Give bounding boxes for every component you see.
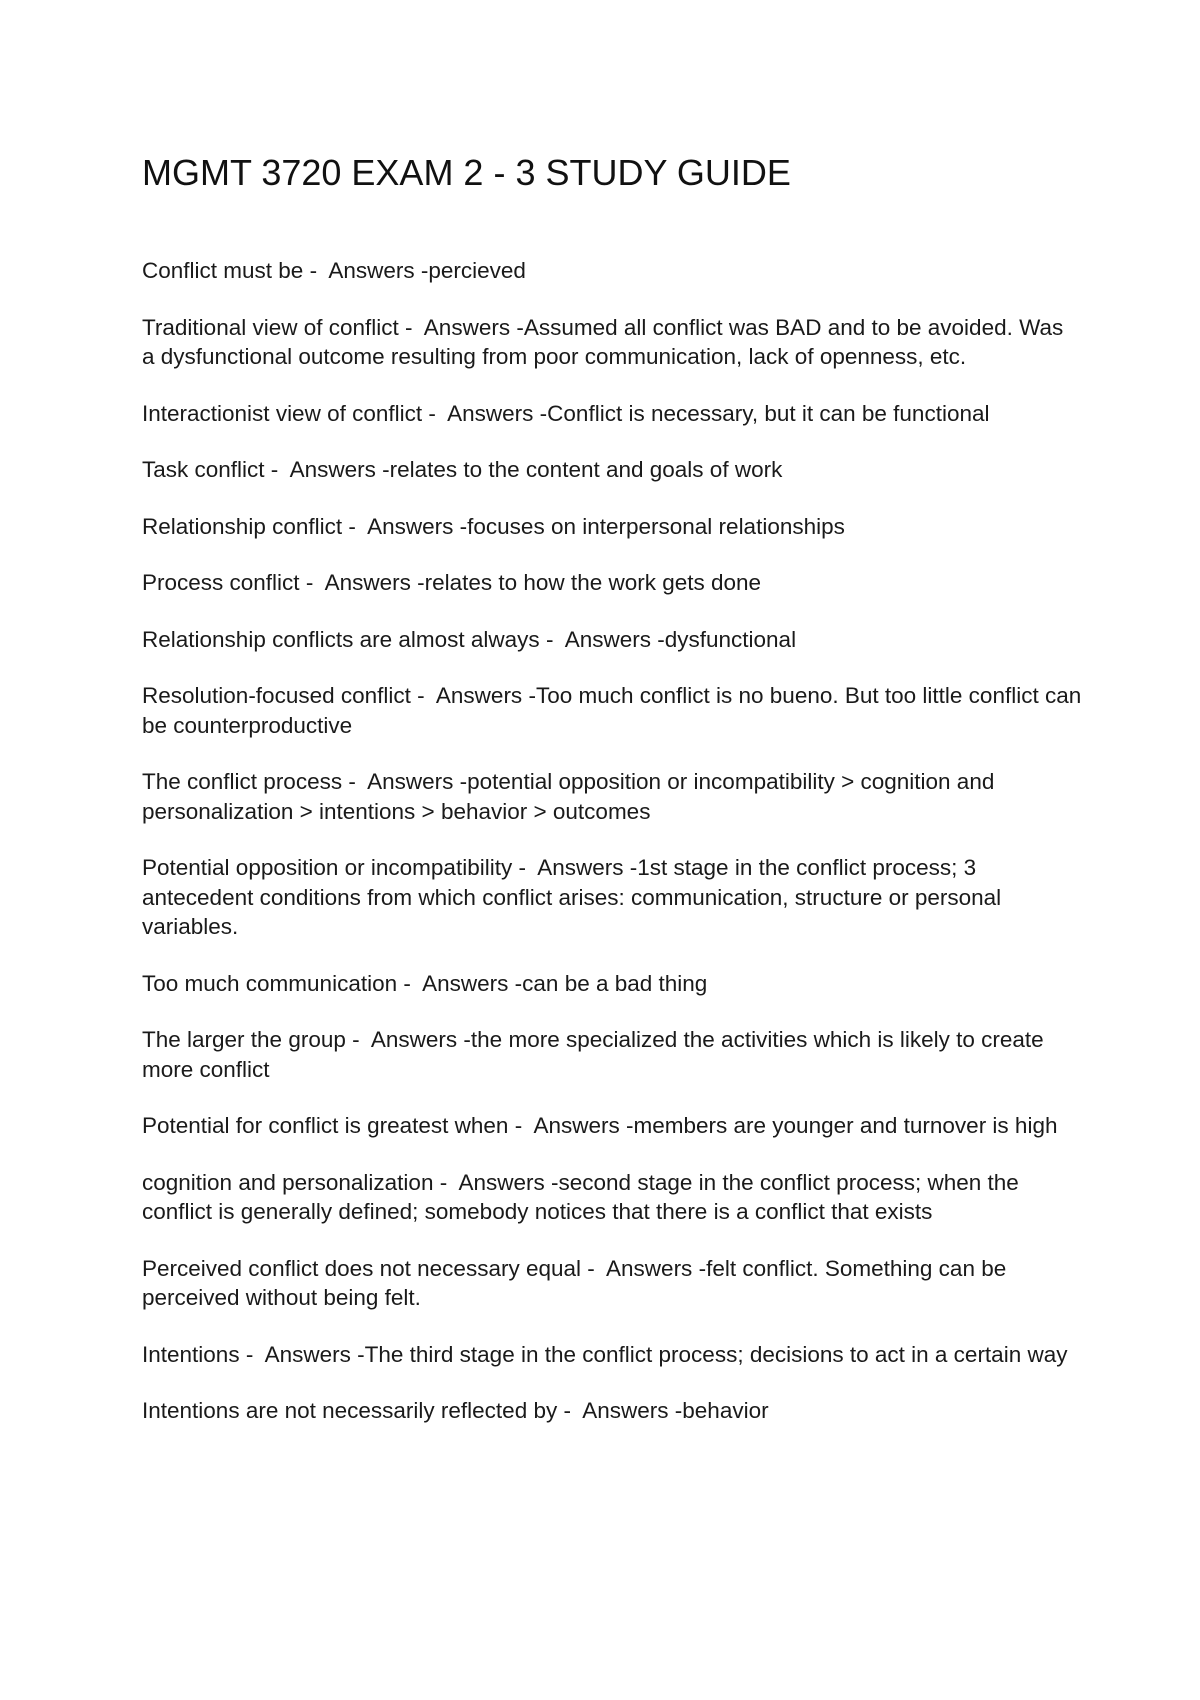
list-item (142, 853, 1082, 942)
term: Traditional view of conflict - (142, 315, 424, 340)
answer-prefix: Answers - (371, 1027, 471, 1052)
answer-prefix: Answers - (436, 683, 536, 708)
term: Task conflict - (142, 457, 290, 482)
answer: can be a bad thing (522, 970, 708, 996)
answer-prefix: Answers - (265, 1342, 365, 1367)
answer: dysfunctional (664, 626, 797, 652)
term: cognition and personalization - (142, 1170, 458, 1195)
term: Relationship conflicts are almost always - (142, 627, 565, 652)
answer-prefix: Answers - (367, 514, 467, 539)
answer: 1st stage in the conflict process; 3 antecedent conditions from which conflict arises: communication, structure or personal variables. (142, 855, 1002, 939)
term: The conflict process - (142, 769, 367, 794)
answer-prefix: Answers - (458, 1170, 558, 1195)
term: Relationship conflict - (142, 514, 367, 539)
answer-prefix: Answers - (533, 1113, 633, 1138)
answer-prefix: Answers - (565, 627, 665, 652)
list-item (142, 1396, 1082, 1426)
answer: Too much conflict is no bueno. But too little conflict can be counterproductive (142, 683, 1082, 738)
answer-prefix: Answers - (537, 855, 637, 880)
answer: The third stage in the conflict process; decisions to act in a certain way (364, 1341, 1068, 1367)
answer: relates to the content and goals of work (389, 457, 783, 482)
list-item (142, 969, 1082, 999)
list-item (142, 455, 1082, 485)
term: The larger the group - (142, 1027, 371, 1052)
answer: potential opposition or incompatibility > cognition and personalization > intentions > behavior > outcomes (142, 769, 995, 824)
document-title: MGMT 3720 EXAM 2 - 3 STUDY GUIDE (142, 152, 791, 193)
list-item (142, 256, 1082, 286)
answer: Conflict is necessary, but it can be functional (547, 400, 990, 426)
answer-prefix: Answers - (606, 1256, 706, 1281)
term: Resolution-focused conflict - (142, 683, 436, 708)
answer: felt conflict. Something can be perceived without being felt. (142, 1255, 1007, 1310)
answer-prefix: Answers - (424, 315, 524, 340)
term: Potential opposition or incompatibility - (142, 855, 537, 880)
answer-prefix: Answers - (367, 769, 467, 794)
list-item (142, 1111, 1082, 1141)
answer-prefix: Answers - (325, 570, 425, 595)
list-item (142, 1340, 1082, 1370)
list-item (142, 313, 1082, 372)
answer: the more specialized the activities which is likely to create more conflict (142, 1027, 1044, 1082)
list-item (142, 681, 1082, 740)
list-item (142, 568, 1082, 598)
answer-prefix: Answers - (328, 258, 428, 283)
answer: members are younger and turnover is high (633, 1113, 1058, 1138)
answer: relates to how the work gets done (424, 570, 762, 595)
answer: focuses on interpersonal relationships (467, 513, 845, 539)
answer-prefix: Answers - (290, 457, 390, 482)
answer-prefix: Answers - (582, 1398, 682, 1423)
term: Intentions are not necessarily reflected by - (142, 1398, 582, 1423)
term: Interactionist view of conflict - (142, 401, 447, 426)
answer: behavior (682, 1398, 769, 1423)
answer: Assumed all conflict was BAD and to be avoided. Was a dysfunctional outcome resulting from poor communication, lack of openness, etc. (142, 314, 1064, 369)
term: Perceived conflict does not necessary equal - (142, 1256, 606, 1281)
answer: second stage in the conflict process; when the conflict is generally defined; somebody notices that there is a conflict that exists (142, 1169, 1019, 1224)
list-item (142, 512, 1082, 542)
list-item (142, 399, 1082, 429)
study-guide-list (142, 256, 1082, 1453)
list-item (142, 1025, 1082, 1084)
list-item (142, 625, 1082, 655)
term: Intentions - (142, 1342, 265, 1367)
answer-prefix: Answers - (422, 971, 522, 996)
list-item (142, 1254, 1082, 1313)
term: Process conflict - (142, 570, 325, 595)
answer: percieved (428, 258, 526, 283)
list-item (142, 1168, 1082, 1227)
answer-prefix: Answers - (447, 401, 547, 426)
term: Potential for conflict is greatest when - (142, 1113, 533, 1138)
term: Too much communication - (142, 971, 422, 996)
list-item (142, 767, 1082, 826)
term: Conflict must be - (142, 258, 328, 283)
